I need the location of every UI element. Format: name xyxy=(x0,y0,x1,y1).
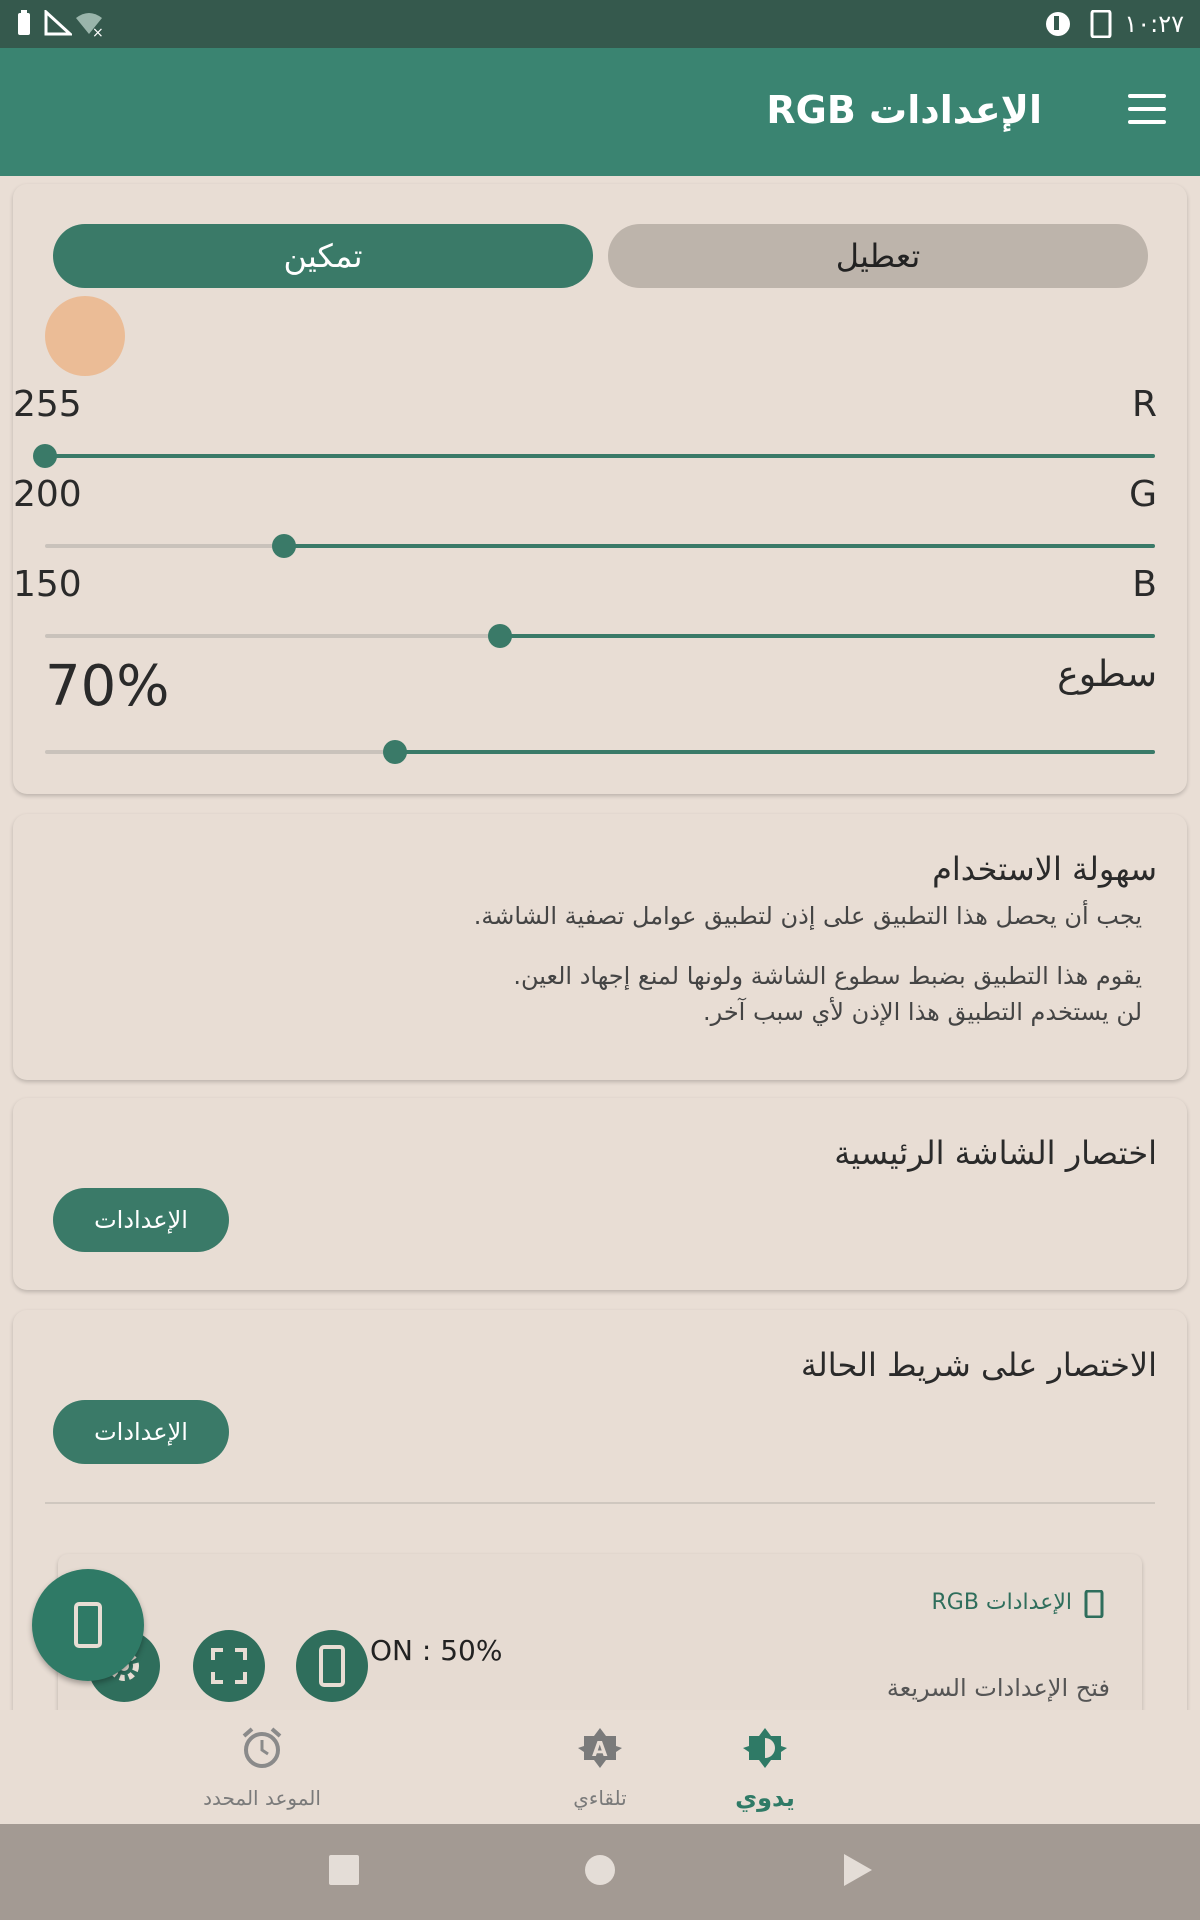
fullscreen-icon xyxy=(209,1646,249,1686)
home-shortcut-settings-button[interactable]: الإعدادات xyxy=(53,1188,229,1252)
nav-scheduled-label: الموعد المحدد xyxy=(203,1786,321,1810)
red-value: 255 xyxy=(13,384,82,425)
rgb-controls-card xyxy=(13,184,1187,794)
notification-preview xyxy=(58,1554,1142,1710)
clock: ١٠:٢٧ xyxy=(1124,10,1184,38)
fullscreen-button[interactable] xyxy=(193,1630,265,1702)
blue-value: 150 xyxy=(13,564,82,605)
nav-scheduled[interactable] xyxy=(152,1726,372,1816)
nav-auto-label: تلقاءي xyxy=(573,1786,627,1810)
color-preview-swatch xyxy=(45,296,125,376)
app-indicator-icon xyxy=(1044,10,1072,38)
phone-icon xyxy=(312,1644,352,1688)
green-slider-thumb[interactable] xyxy=(272,534,296,558)
red-slider-fill xyxy=(45,454,1155,458)
system-navigation-bar xyxy=(0,1824,1200,1920)
status-shortcut-settings-button[interactable]: الإعدادات xyxy=(53,1400,229,1464)
accessibility-line-1: يجب أن يحصل هذا التطبيق على إذن لتطبيق عوامل تصفية الشاشة. xyxy=(473,902,1142,930)
brightness-value: 70% xyxy=(45,654,170,719)
brightness-slider-thumb[interactable] xyxy=(383,740,407,764)
green-value: 200 xyxy=(13,474,82,515)
notification-body: فتح الإعدادات السريعة xyxy=(886,1674,1110,1702)
blue-slider[interactable] xyxy=(45,634,1155,638)
phone-icon xyxy=(1084,1590,1104,1618)
notification-title: الإعدادات RGB xyxy=(931,1590,1072,1615)
green-slider-fill xyxy=(284,544,1155,548)
app-bar xyxy=(0,48,1200,176)
home-icon[interactable] xyxy=(584,1854,616,1886)
phone-icon xyxy=(1090,10,1112,38)
status-shortcut-card xyxy=(13,1310,1187,1710)
accessibility-line-2: يقوم هذا التطبيق بضبط سطوع الشاشة ولونها لمنع إجهاد العين. xyxy=(513,962,1142,990)
brightness-slider-fill xyxy=(395,750,1155,754)
wifi-off-icon xyxy=(74,10,104,38)
back-icon[interactable] xyxy=(842,1852,874,1888)
nav-auto[interactable] xyxy=(490,1726,710,1816)
green-label: G xyxy=(1129,474,1157,515)
page-title: الإعدادات RGB xyxy=(766,88,1042,132)
brightness-label: سطوع xyxy=(1057,654,1157,695)
red-slider-thumb[interactable] xyxy=(33,444,57,468)
screen-filter-button[interactable] xyxy=(296,1630,368,1702)
blue-label: B xyxy=(1132,564,1157,605)
svg-text:A: A xyxy=(592,1737,608,1761)
disable-button[interactable]: تعطيل xyxy=(608,224,1148,288)
home-shortcut-title: اختصار الشاشة الرئيسية xyxy=(834,1134,1157,1172)
divider xyxy=(45,1502,1155,1504)
phone-icon xyxy=(68,1601,108,1649)
status-shortcut-title: الاختصار على شريط الحالة xyxy=(800,1346,1157,1384)
menu-icon[interactable] xyxy=(1128,94,1166,133)
green-slider[interactable] xyxy=(45,544,1155,548)
recents-icon[interactable] xyxy=(328,1854,360,1886)
accessibility-card xyxy=(13,814,1187,1080)
red-slider[interactable] xyxy=(45,454,1155,458)
alarm-clock-icon xyxy=(240,1726,284,1770)
content-scroll[interactable] xyxy=(0,176,1200,1710)
bottom-navigation xyxy=(0,1710,1200,1824)
auto-brightness-icon xyxy=(578,1726,622,1770)
enable-button[interactable]: تمكين xyxy=(53,224,593,288)
blue-slider-fill xyxy=(500,634,1155,638)
brightness-slider[interactable] xyxy=(45,750,1155,754)
floating-toggle-button[interactable] xyxy=(32,1569,144,1681)
status-bar xyxy=(0,0,1200,48)
home-shortcut-card xyxy=(13,1098,1187,1290)
accessibility-line-3: لن يستخدم التطبيق هذا الإذن لأي سبب آخر. xyxy=(702,998,1142,1026)
signal-icon xyxy=(44,10,72,36)
blue-slider-thumb[interactable] xyxy=(488,624,512,648)
nav-manual-label: يدوي xyxy=(735,1784,795,1812)
battery-icon xyxy=(16,10,32,36)
notification-status: ON : 50% xyxy=(370,1634,503,1667)
brightness-icon xyxy=(743,1726,787,1770)
red-label: R xyxy=(1131,384,1157,425)
accessibility-title: سهولة الاستخدام xyxy=(932,850,1157,888)
svg-text:×: × xyxy=(92,25,104,38)
